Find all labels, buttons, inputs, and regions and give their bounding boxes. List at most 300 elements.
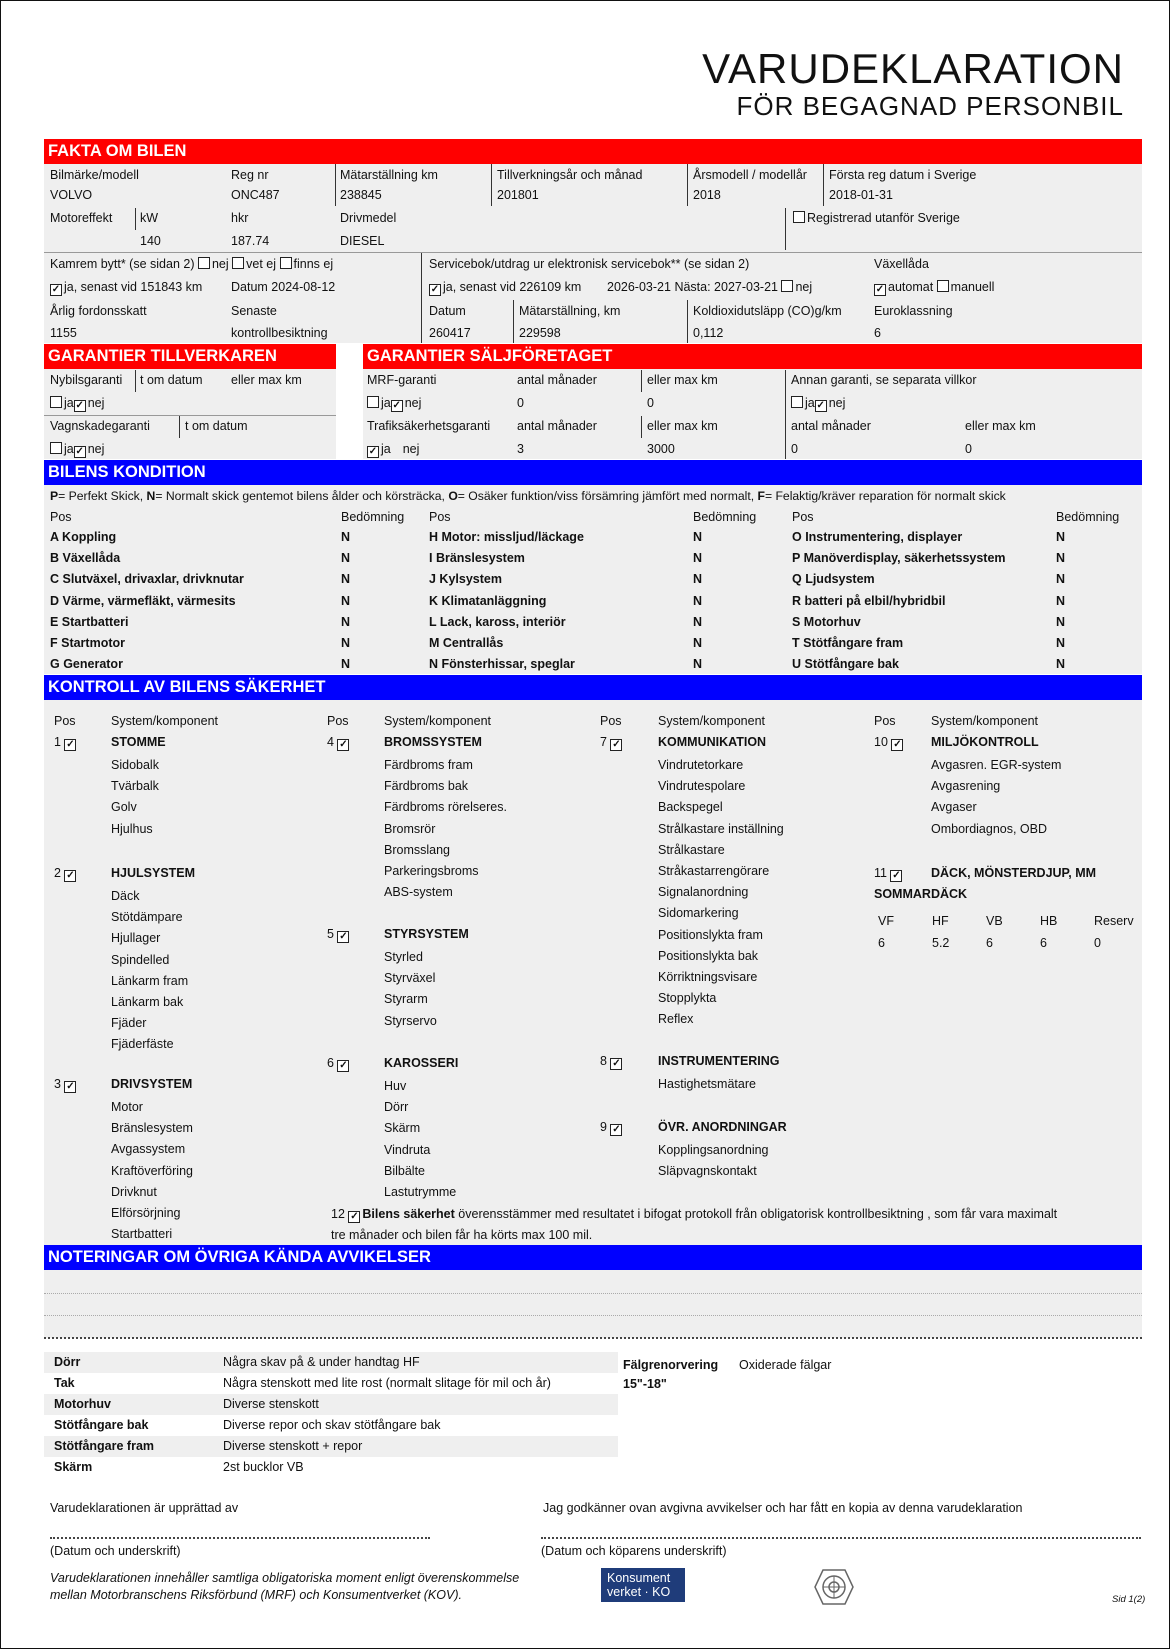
tyre-value: 5.2 <box>932 936 950 950</box>
manuell-checkbox[interactable] <box>937 280 949 292</box>
kondition-item-name: K Klimatanläggning <box>429 593 547 608</box>
kontroll-item: Huv <box>384 1079 407 1093</box>
notering-label: Motorhuv <box>54 1397 111 1411</box>
kontroll-item: Motor <box>111 1100 143 1114</box>
notering-label: Tak <box>54 1376 75 1390</box>
label-drivmedel: Drivmedel <box>340 211 397 225</box>
kontroll-group-checkbox[interactable]: ✓ <box>612 1058 621 1069</box>
kondition-item-name: F Startmotor <box>50 636 125 650</box>
kontroll-item: Bilbälte <box>384 1163 425 1178</box>
section-kontroll-header: KONTROLL AV BILENS SÄKERHET <box>44 675 1142 700</box>
falg-label: Fälgrenorvering <box>623 1358 719 1372</box>
kondition-item-grade: N <box>693 572 703 587</box>
notering-text: 2st bucklor VB <box>223 1460 304 1474</box>
item12-row <box>331 1207 1057 1223</box>
kontroll-item: Bränslesystem <box>111 1121 193 1136</box>
kontroll-group-checkbox[interactable]: ✓ <box>892 870 901 881</box>
servicebok-label: Servicebok/utdrag ur elektronisk servicebok** (se sidan 2) <box>429 257 750 271</box>
value-euro: 6 <box>874 326 881 340</box>
kondition-item-name: I Bränslesystem <box>429 551 525 566</box>
kontroll-group-num: 4 <box>327 735 334 749</box>
value-matar: 238845 <box>340 188 382 202</box>
label-forsta: Första reg datum i Sverige <box>829 168 977 182</box>
kontroll-item: Spindelled <box>111 952 170 967</box>
kontroll-group-number <box>600 1120 624 1136</box>
item12-bold: Bilens säkerhet <box>362 1207 455 1221</box>
kamrem-vetej-checkbox[interactable] <box>232 257 244 269</box>
label-trafik: Trafiksäkerhetsgaranti <box>367 419 491 433</box>
kondition-item-name: S Motorhuv <box>792 614 861 629</box>
kontroll-item: Positionslykta bak <box>658 948 759 963</box>
kontroll-group-checkbox[interactable]: ✓ <box>66 739 75 750</box>
kondition-item-name: M Centrallås <box>429 636 504 650</box>
servicebok-ja-row <box>429 280 581 296</box>
value-mrf-km: 0 <box>647 396 654 410</box>
kontroll-group-num: 5 <box>327 927 334 941</box>
mrf-nej-label: nej <box>404 396 422 410</box>
section-garantier-tillverkaren-header: GARANTIER TILLVERKAREN <box>44 344 336 369</box>
tyre-value: 6 <box>878 936 885 950</box>
kondition-item-name: R batteri på elbil/hybridbil <box>792 593 946 608</box>
kontroll-item: Stötdämpare <box>111 910 183 925</box>
value-drivmedel: DIESEL <box>340 234 385 248</box>
kondition-item-grade: N <box>341 636 351 650</box>
servicebok-ja-checkbox[interactable]: ✓ <box>430 284 440 295</box>
kontroll-group-title: MILJÖKONTROLL <box>931 735 1039 749</box>
kondition-item-grade: N <box>341 530 351 544</box>
kondition-item-grade: N <box>341 614 351 629</box>
kondition-item-grade: N <box>693 614 703 629</box>
kontroll-group-num: 1 <box>54 735 61 749</box>
value-annan-manader: 0 <box>791 442 798 456</box>
nybil-checkbox-row <box>50 396 104 412</box>
kontroll-item: Fjäderfäste <box>111 1037 174 1052</box>
label-skatt: Årlig fordonsskatt <box>50 304 147 318</box>
kontroll-item: Elförsörjning <box>111 1206 181 1220</box>
kontroll-item: Sidobalk <box>111 758 159 772</box>
value-hkr: 187.74 <box>231 234 270 248</box>
kontroll-group-title: INSTRUMENTERING <box>658 1054 780 1068</box>
kontroll-item: Släpvagnskontakt <box>658 1164 757 1179</box>
sommardack-label: SOMMARDÄCK <box>874 887 968 901</box>
kontroll-item: Lastutrymme <box>384 1185 457 1199</box>
servicebok-ja-label: ja, senast vid 226109 km <box>443 280 582 294</box>
kontroll-item: Länkarm fram <box>111 973 189 988</box>
kontroll-item: Färdbroms fram <box>384 758 473 772</box>
kontroll-group-num: 11 <box>874 866 887 880</box>
signature-line-seller[interactable] <box>50 1537 430 1539</box>
kontroll-item: Sidomarkering <box>658 906 739 921</box>
kontroll-group-checkbox[interactable]: ✓ <box>612 1124 621 1135</box>
kondition-pos-header-2: Pos <box>429 510 451 524</box>
godkanner-label: Jag godkänner ovan avgivna avvikelser och har fått en kopia av denna varudeklaration <box>543 1501 1023 1515</box>
kamrem-nej-label: nej <box>211 257 229 271</box>
kontroll-item: Signalanordning <box>658 885 749 900</box>
kondition-item-grade: N <box>693 636 703 650</box>
kontroll-group-checkbox[interactable]: ✓ <box>66 870 75 881</box>
kondition-item-name: U Stötfångare bak <box>792 657 899 672</box>
kondition-item-name: J Kylsystem <box>429 572 502 587</box>
kondition-item-grade: N <box>341 593 351 608</box>
label-vagnskadegaranti: Vagnskadegaranti <box>50 419 150 433</box>
kontroll-group-number <box>54 866 78 882</box>
kondition-item-name: D Värme, värmefläkt, värmesits <box>50 593 236 608</box>
item12-text2: tre månader och bilen får ha körts max 100 mil. <box>331 1228 593 1242</box>
kamrem-vetej-label: vet ej <box>246 257 277 271</box>
label-trafik-km: eller max km <box>647 419 718 433</box>
notering-label: Dörr <box>54 1355 81 1369</box>
nybil-nej-label: nej <box>87 396 105 410</box>
label-annan-km: eller max km <box>965 419 1036 433</box>
label-annan-manader: antal månader <box>791 419 871 433</box>
kontroll-item: Backspegel <box>658 800 723 815</box>
kontroll-item: Avgaser <box>931 800 977 815</box>
kontroll-item: Reflex <box>658 1012 694 1027</box>
kamrem-ja-checkbox[interactable]: ✓ <box>51 284 61 295</box>
label-motoreffekt: Motoreffekt <box>50 211 113 225</box>
kontroll-group-title: KAROSSERI <box>384 1056 459 1070</box>
kontroll-item: Avgassystem <box>111 1142 186 1157</box>
kondition-item-name: N Fönsterhissar, speglar <box>429 657 575 672</box>
kontroll-item: Färdbroms bak <box>384 779 469 794</box>
annan-checkbox-row <box>791 396 845 412</box>
kontroll-group-number <box>54 735 78 751</box>
kontroll-item: Styrväxel <box>384 971 436 986</box>
kontroll-item: Färdbroms rörelseres. <box>384 800 507 815</box>
vagnskada-checkbox-row <box>50 442 104 458</box>
kontroll-group-title: STYRSYSTEM <box>384 927 469 941</box>
kontroll-item: Strålkastare inställning <box>658 821 784 836</box>
notering-text: Några skav på & under handtag HF <box>223 1355 420 1369</box>
nybil-ja-checkbox[interactable] <box>50 396 62 408</box>
nybil-nej-checkbox[interactable]: ✓ <box>75 400 84 411</box>
automat-checkbox[interactable]: ✓ <box>875 284 885 295</box>
kontroll-item: Vindrutespolare <box>658 779 746 794</box>
kontroll-group-checkbox[interactable]: ✓ <box>66 1081 75 1092</box>
kontroll-group-title: BROMSSYSTEM <box>384 735 482 749</box>
section-garantier-saljforetaget-header: GARANTIER SÄLJFÖRETAGET <box>363 344 1142 369</box>
label-nybil-tomdatum: t om datum <box>140 373 203 387</box>
kontroll-item: Vindrutetorkare <box>658 758 744 772</box>
label-senaste: Senaste <box>231 304 277 318</box>
tyre-header: VF <box>878 914 894 928</box>
kontroll-group-checkbox[interactable]: ✓ <box>339 739 348 750</box>
kondition-item-name: B Växellåda <box>50 551 121 566</box>
kontroll-item: Hjullager <box>111 931 161 946</box>
kontroll-item: Ombordiagnos, OBD <box>931 821 1048 836</box>
kontroll-item: Fjäder <box>111 1016 147 1031</box>
servicebok-nasta: Nästa: 2027-03-21 <box>674 280 778 294</box>
trafik-ja-checkbox[interactable]: ✓ <box>368 446 378 457</box>
vaxellada-row <box>874 280 994 296</box>
kontroll-item: Strålkastare <box>658 842 725 857</box>
servicebok-datum-row <box>607 280 812 295</box>
label-nybil-maxkm: eller max km <box>231 373 302 387</box>
value-arsmodell: 2018 <box>693 188 721 202</box>
kondition-item-name: E Startbatteri <box>50 614 129 629</box>
label-hkr: hkr <box>231 211 249 225</box>
kondition-item-name: C Slutväxel, drivaxlar, drivknutar <box>50 572 244 587</box>
label-tillv: Tillverkningsår och månad <box>497 168 643 182</box>
value-matar2: 229598 <box>519 326 561 340</box>
mrf-checkbox-row <box>367 396 421 412</box>
kontroll-item: Skärm <box>384 1121 421 1136</box>
upprattad-label: Varudeklarationen är upprättad av <box>50 1501 239 1515</box>
section-fakta-header: FAKTA OM BILEN <box>44 139 1142 164</box>
tyre-header: HF <box>932 914 949 928</box>
tyre-value: 6 <box>986 936 993 950</box>
falg-size: 15"-18" <box>623 1377 667 1391</box>
kontroll-system-header-4: System/komponent <box>931 714 1038 728</box>
kontroll-item: ABS-system <box>384 885 453 900</box>
label-arsmodell: Årsmodell / modellår <box>693 168 807 182</box>
kontroll-system-header-1: System/komponent <box>111 714 218 728</box>
kontroll-item: Stråkastarrengörare <box>658 864 770 878</box>
kamrem-row <box>50 257 333 272</box>
doc-title: VARUDEKLARATION <box>702 45 1124 92</box>
kontroll-item: Kraftöverföring <box>111 1163 193 1178</box>
kontroll-group-title: DRIVSYSTEM <box>111 1077 193 1091</box>
kamrem-datum: Datum 2024-08-12 <box>231 280 336 294</box>
kamrem-nej-checkbox[interactable] <box>198 257 210 269</box>
kondition-item-grade: N <box>693 593 703 608</box>
kondition-item-grade: N <box>341 551 351 566</box>
notering-label: Stötfångare bak <box>54 1418 149 1432</box>
mrf-ja-checkbox[interactable] <box>367 396 379 408</box>
kontroll-group-title: KOMMUNIKATION <box>658 735 767 749</box>
kondition-item-name: G Generator <box>50 657 123 672</box>
label-vagnskada-tomdatum: t om datum <box>185 419 248 433</box>
kontroll-item: Länkarm bak <box>111 995 184 1009</box>
kondition-item-grade: N <box>693 657 703 672</box>
utanfor-label: Registrerad utanför Sverige <box>807 211 960 225</box>
kondition-item-grade: N <box>693 530 703 544</box>
datum-kopare-label: (Datum och köparens underskrift) <box>541 1544 727 1558</box>
value-tillv: 201801 <box>497 188 539 202</box>
notering-text: Diverse repor och skav stötfångare bak <box>223 1418 441 1432</box>
kontroll-group-checkbox[interactable]: ✓ <box>339 931 348 942</box>
annan-ja-checkbox[interactable] <box>791 396 803 408</box>
label-bilmarke: Bilmärke/modell <box>50 168 139 182</box>
kontroll-item: Hastighetsmätare <box>658 1077 756 1091</box>
kontroll-group-num: 2 <box>54 866 61 880</box>
label-kontrollbesiktning: kontrollbesiktning <box>231 326 328 340</box>
nybil-ja-label: ja <box>64 396 74 410</box>
value-trafik-km: 3000 <box>647 442 675 456</box>
kontroll-item: Bromsslang <box>384 842 450 857</box>
kontroll-item: Stopplykta <box>658 991 717 1006</box>
annan-nej-checkbox[interactable]: ✓ <box>816 400 825 411</box>
vaxellada-label: Växellåda <box>874 257 929 271</box>
kondition-item-grade: N <box>1056 530 1066 544</box>
kontroll-group-title: ÖVR. ANORDNINGAR <box>658 1120 787 1134</box>
kontroll-group-num: 9 <box>600 1120 607 1134</box>
kontroll-group-title: HJULSYSTEM <box>111 866 196 880</box>
annan-nej-label: nej <box>828 396 846 410</box>
label-regnr: Reg nr <box>231 168 269 182</box>
label-euro: Euroklassning <box>874 304 953 318</box>
kontroll-item: Styrled <box>384 950 423 964</box>
kontroll-item: Hjulhus <box>111 821 153 836</box>
value-koldioxid: 0,112 <box>693 326 724 340</box>
kondition-item-name: A Koppling <box>50 530 117 544</box>
manuell-label: manuell <box>950 280 995 294</box>
kontroll-group-checkbox[interactable]: ✓ <box>339 1060 348 1071</box>
kontroll-item: Körriktningsvisare <box>658 970 758 984</box>
kondition-item-name: L Lack, kaross, interiör <box>429 614 566 629</box>
value-annan-km: 0 <box>965 442 972 456</box>
label-koldioxid: Koldioxidutsläpp (CO)g/km <box>693 304 842 318</box>
kondition-item-grade: N <box>341 657 351 672</box>
kontroll-group-title: DÄCK, MÖNSTERDJUP, MM <box>931 866 1097 880</box>
kontroll-group-num: 10 <box>874 735 888 749</box>
kontroll-group-number <box>600 1054 624 1070</box>
kontroll-group-number <box>54 1077 78 1093</box>
label-mrf-manader: antal månader <box>517 373 597 387</box>
kondition-legend: P= Perfekt Skick, N= Normalt skick gentemot bilens ålder och körsträcka, O= Osäker funktion/viss försämring jämfört med normalt, F= Felaktig/kräver reparation för normalt skick <box>50 489 1006 503</box>
kondition-item-grade: N <box>341 572 351 587</box>
utanfor-checkbox[interactable] <box>793 211 805 223</box>
kontroll-item: Startbatteri <box>111 1227 173 1242</box>
kontroll-group-num: 7 <box>600 735 607 749</box>
value-bilmarke: VOLVO <box>50 188 93 202</box>
kondition-item-name: Q Ljudsystem <box>792 572 875 587</box>
trafik-nej-checkbox[interactable] <box>391 444 401 454</box>
label-kw: kW <box>140 211 159 225</box>
kontroll-pos-header-3: Pos <box>600 714 622 728</box>
label-matar2: Mätarställning, km <box>519 304 621 318</box>
trafik-ja-label: ja <box>381 442 391 456</box>
tyre-header: VB <box>986 914 1003 928</box>
kondition-bedomning-header-2: Bedömning <box>693 510 757 524</box>
kontroll-item: Vindruta <box>384 1142 431 1157</box>
kontroll-pos-header-2: Pos <box>327 714 349 728</box>
tyre-value: 6 <box>1040 936 1047 950</box>
falg-text: Oxiderade fälgar <box>739 1358 832 1372</box>
tyre-value: 0 <box>1094 936 1101 950</box>
kondition-item-grade: N <box>1056 593 1066 608</box>
kontroll-item: Styrarm <box>384 992 428 1007</box>
automat-label: automat <box>888 280 934 294</box>
kondition-bedomning-header-1: Bedömning <box>341 510 405 524</box>
item12-checkbox[interactable]: ✓ <box>350 1211 359 1222</box>
kontroll-item: Dörr <box>384 1100 409 1115</box>
kontroll-pos-header-1: Pos <box>54 714 76 728</box>
servicebok-nej-label: nej <box>795 280 813 294</box>
kamrem-ja-label: ja, senast vid 151843 km <box>64 280 203 294</box>
vagnskada-nej-checkbox[interactable]: ✓ <box>75 446 84 457</box>
label-matar: Mätarställning km <box>340 168 438 182</box>
trafik-checkbox-row <box>367 442 419 458</box>
kontroll-item: Positionslykta fram <box>658 927 763 942</box>
label-trafik-manader: antal månader <box>517 419 597 433</box>
kondition-item-grade: N <box>1056 572 1066 587</box>
value-regnr: ONC487 <box>231 188 280 202</box>
servicebok-nej-checkbox[interactable] <box>781 280 793 292</box>
kontroll-group-checkbox[interactable]: ✓ <box>612 739 621 750</box>
value-datum: 260417 <box>429 326 471 340</box>
vagnskada-ja-label: ja <box>64 442 74 456</box>
vagnskada-ja-checkbox[interactable] <box>50 442 62 454</box>
kontroll-group-number <box>600 735 624 751</box>
notering-text: Några stenskott med lite rost (normalt slitage för mil och år) <box>223 1376 551 1390</box>
vagnskada-nej-label: nej <box>87 442 105 456</box>
disclaimer-line-1: Varudeklarationen innehåller samtliga obligatoriska moment enligt överenskommelse <box>50 1571 520 1585</box>
mrf-nej-checkbox[interactable]: ✓ <box>392 400 401 411</box>
kontroll-group-number <box>874 735 905 751</box>
value-trafik-manader: 3 <box>517 442 524 456</box>
value-kw: 140 <box>140 234 161 248</box>
kontroll-item: Tvärbalk <box>111 779 159 794</box>
kamrem-finnsej-checkbox[interactable] <box>280 257 292 269</box>
mrf-logo-icon <box>813 1568 855 1606</box>
trafik-nej-label: nej <box>402 442 420 456</box>
kondition-pos-header-1: Pos <box>50 510 72 524</box>
kondition-item-grade: N <box>1056 551 1066 566</box>
kontroll-item: Avgasren. EGR-system <box>931 758 1062 772</box>
section-kondition-header: BILENS KONDITION <box>44 460 1142 485</box>
annan-ja-label: ja <box>805 396 815 410</box>
item12-text: överensstämmer med resultatet i bifogat protokoll från obligatorisk kontrollbesiktning , som får vara maximalt <box>454 1207 1058 1221</box>
signature-line-buyer[interactable] <box>541 1537 1141 1539</box>
kondition-item-grade: N <box>693 551 703 566</box>
utanfor-checkbox-row <box>793 211 960 226</box>
kontroll-item: Bromsrör <box>384 821 436 836</box>
kondition-item-name: O Instrumentering, displayer <box>792 530 963 544</box>
kontroll-group-num: 8 <box>600 1054 607 1068</box>
kontroll-item: Kopplingsanordning <box>658 1143 769 1157</box>
kontroll-group-number <box>327 927 351 943</box>
datum-underskrift-label: (Datum och underskrift) <box>50 1544 181 1558</box>
label-datum: Datum <box>429 304 466 318</box>
notering-text: Diverse stenskott + repor <box>223 1439 363 1453</box>
kontroll-system-header-3: System/komponent <box>658 714 765 728</box>
kontroll-item: Däck <box>111 889 140 903</box>
page-number: Sid 1(2) <box>1112 1594 1146 1605</box>
kontroll-pos-header-4: Pos <box>874 714 896 728</box>
disclaimer-line-2: mellan Motorbranschens Riksförbund (MRF) och Konsumentverket (KOV). <box>50 1588 462 1602</box>
notering-row-bg <box>44 1394 618 1415</box>
kontroll-system-header-2: System/komponent <box>384 714 491 728</box>
kondition-item-grade: N <box>1056 614 1066 629</box>
kamrem-ja-row <box>50 280 202 296</box>
kontroll-item: Styrservo <box>384 1013 437 1028</box>
servicebok-datum: 2026-03-21 <box>607 280 671 294</box>
kontroll-group-number <box>327 1056 351 1072</box>
mrf-ja-label: ja <box>381 396 391 410</box>
tyre-header: HB <box>1040 914 1058 928</box>
notering-label: Skärm <box>54 1460 93 1474</box>
notering-label: Stötfångare fram <box>54 1439 155 1453</box>
kondition-pos-header-3: Pos <box>792 510 814 524</box>
label-nybilsgaranti: Nybilsgaranti <box>50 373 123 387</box>
doc-subtitle: FÖR BEGAGNAD PERSONBIL <box>736 91 1124 121</box>
section-noteringar-header: NOTERINGAR OM ÖVRIGA KÄNDA AVVIKELSER <box>44 1245 1142 1270</box>
kontroll-group-title: STOMME <box>111 735 166 749</box>
item12-num: 12 <box>331 1207 345 1221</box>
kontroll-group-number <box>874 866 904 882</box>
kontroll-group-checkbox[interactable]: ✓ <box>893 739 902 750</box>
konsumentverket-logo: Konsument verket · KO <box>601 1568 685 1602</box>
kondition-item-name: T Stötfångare fram <box>792 636 904 650</box>
kontroll-item: Parkeringsbroms <box>384 864 479 878</box>
value-forsta: 2018-01-31 <box>829 188 893 202</box>
kontroll-group-number <box>327 735 351 751</box>
kondition-item-grade: N <box>1056 657 1066 672</box>
value-skatt: 1155 <box>50 326 77 340</box>
kondition-item-grade: N <box>1056 636 1066 650</box>
kondition-item-name: P Manöverdisplay, säkerhetssystem <box>792 551 1006 566</box>
